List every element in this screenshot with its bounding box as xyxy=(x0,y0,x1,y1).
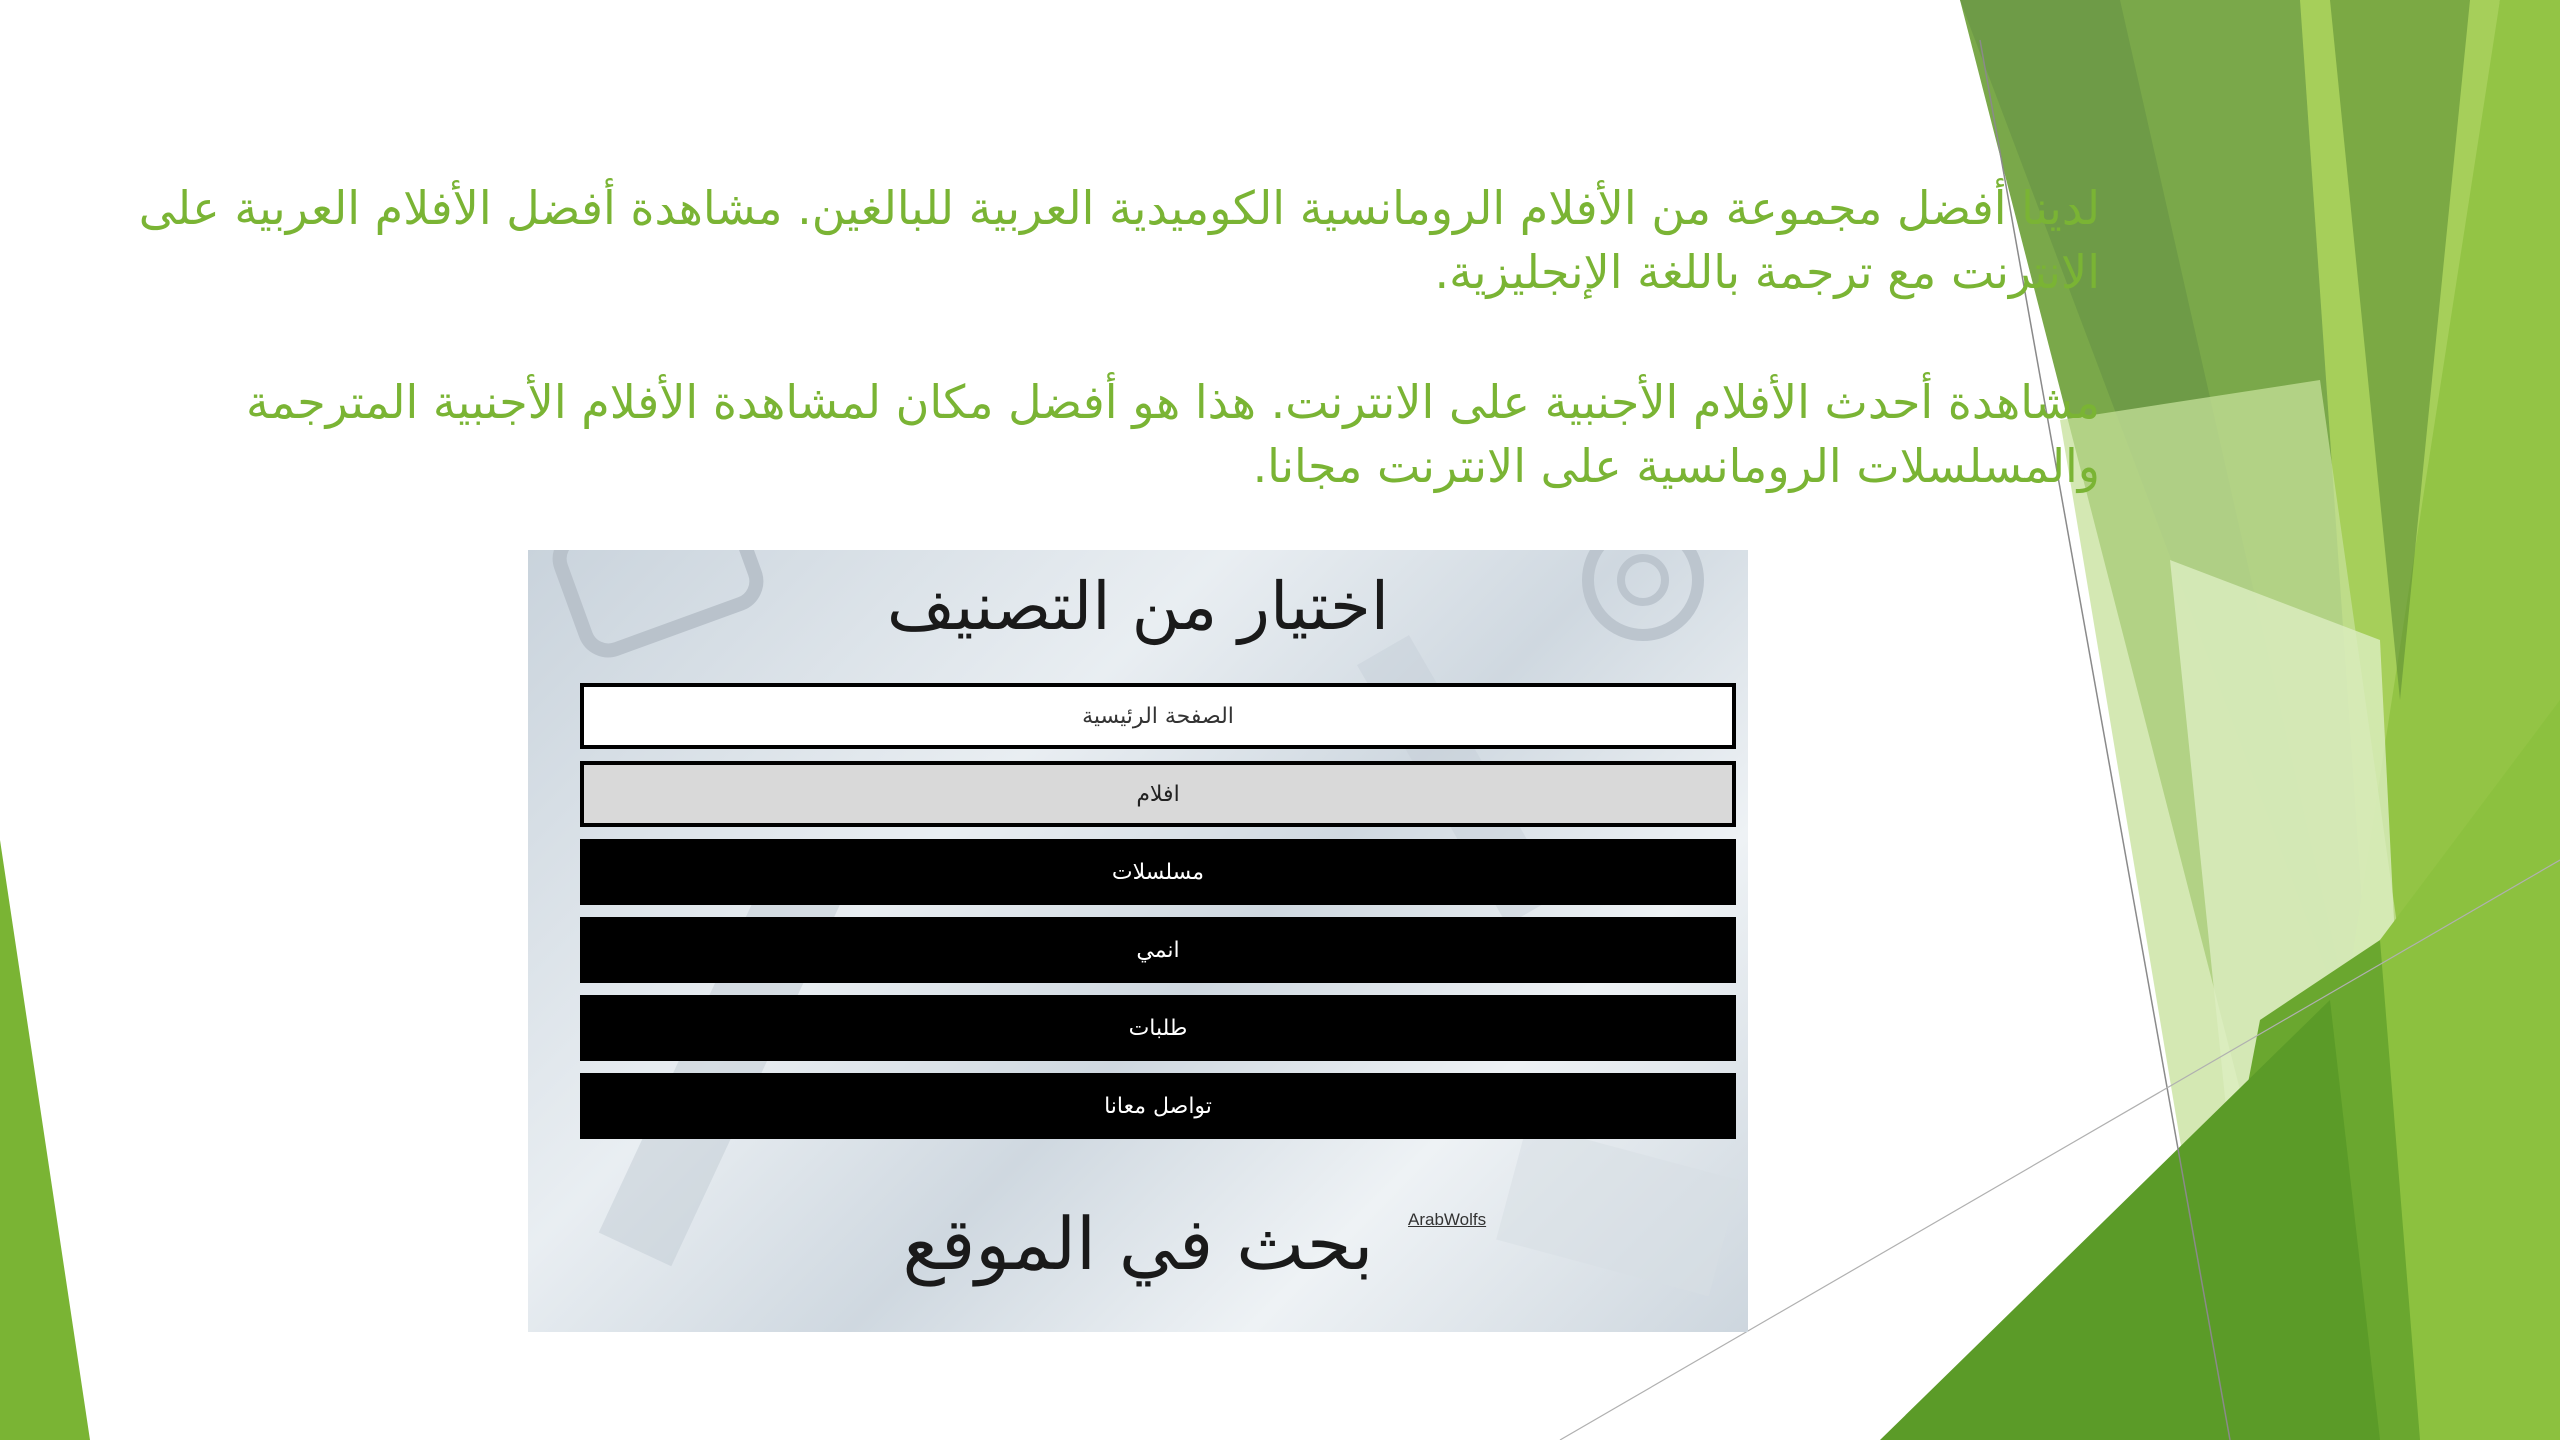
menu-movies-button[interactable]: افلام xyxy=(580,761,1736,827)
credit-link[interactable]: ArabWolfs xyxy=(1408,1210,1487,1229)
category-title: اختيار من التصنيف xyxy=(886,568,1390,645)
menu-contact-button[interactable]: تواصل معانا xyxy=(580,1073,1736,1139)
menu-anime-button[interactable]: انمي xyxy=(580,917,1736,983)
menu-series-button[interactable]: مسلسلات xyxy=(580,839,1736,905)
intro-paragraph: لدينا أفضل مجموعة من الأفلام الرومانسية الكوميدية العربية للبالغين. مشاهدة أفضل الأفلام العربية على الانترنت مع ترجمة باللغة الإنجليزية. xyxy=(138,181,2100,299)
search-title: بحث في الموقع xyxy=(902,1202,1374,1286)
menu-requests-button[interactable]: طلبات xyxy=(580,995,1736,1061)
menu-home-button[interactable]: الصفحة الرئيسية xyxy=(580,683,1736,749)
second-paragraph: مشاهدة أحدث الأفلام الأجنبية على الانترنت. هذا هو أفضل مكان لمشاهدة الأفلام الأجنبية المترجمة والمسلسلات الرومانسية على الانترنت مجانا. xyxy=(245,375,2100,493)
embedded-site-screenshot xyxy=(528,550,1748,1332)
